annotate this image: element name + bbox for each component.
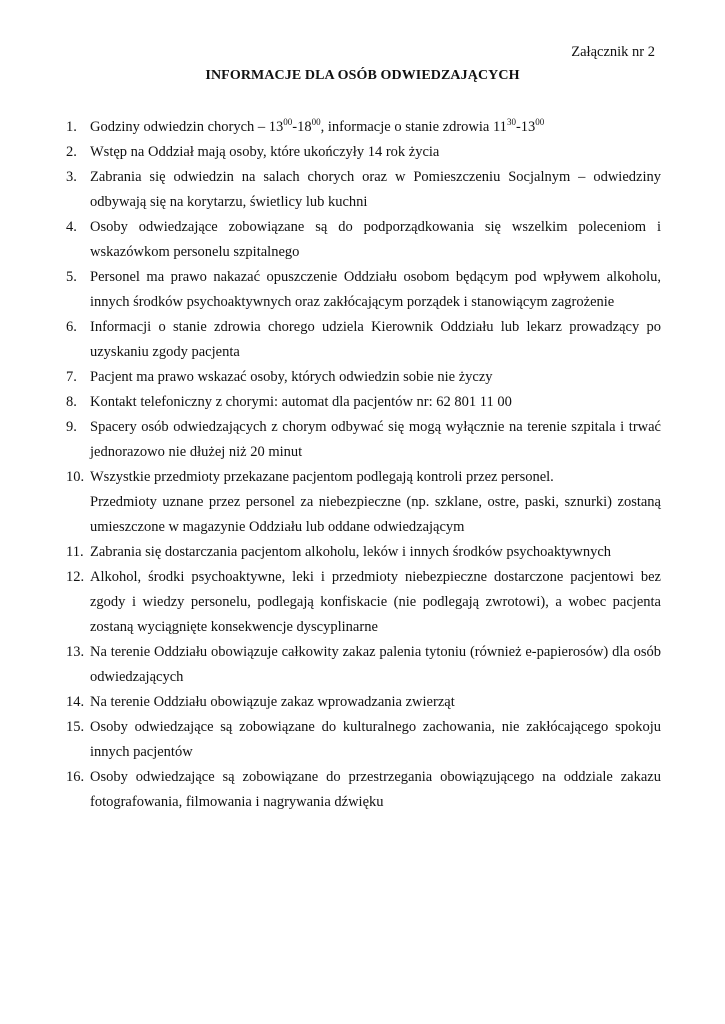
rule-number: 2. <box>66 144 77 160</box>
list-item <box>66 365 661 390</box>
rule-text: Osoby odwiedzające są zobowiązane do kulturalnego zachowania, nie zakłócającego spokoju innych pacjentów <box>90 719 661 760</box>
list-item <box>66 115 661 140</box>
superscript: 30 <box>506 117 516 127</box>
rule-text: Pacjent ma prawo wskazać osoby, których odwiedzin sobie nie życzy <box>90 369 493 385</box>
rule-text: Zabrania się dostarczania pacjentom alkoholu, leków i innych środków psychoaktywnych <box>90 544 612 560</box>
rule-number: 5. <box>66 269 77 285</box>
superscript: 00 <box>283 117 293 127</box>
rule-text: Osoby odwiedzające zobowiązane są do podporządkowania się wszelkim poleceniom i wskazówkom personelu szpitalnego <box>90 219 661 260</box>
rule-number: 14. <box>66 694 85 710</box>
list-item <box>66 465 661 540</box>
rule-number: 1. <box>66 119 77 135</box>
rule-number: 9. <box>66 419 77 435</box>
rule-text: Alkohol, środki psychoaktywne, leki i przedmioty niebezpieczne dostarczone pacjentowi bez zgody i wiedzy personelu, podlegają konfiskacie (nie podlegają zwrotowi), a wobec pacjenta zostaną wyciągnięte konsekwencje dyscyplinarne <box>90 569 661 635</box>
rule-number: 13. <box>66 644 85 660</box>
rule-text <box>90 115 661 140</box>
list-item <box>66 765 661 815</box>
rule-text-sentence: Przedmioty uznane przez personel za niebezpieczne (np. szklane, ostre, paski, sznurki) zostaną umieszczone w magazynie Oddziału lub oddane odwiedzającym <box>90 494 661 535</box>
list-item <box>66 715 661 765</box>
list-item <box>66 140 661 165</box>
rule-number: 11. <box>66 544 84 560</box>
rule-text-segment: -13 <box>515 119 536 135</box>
list-item <box>66 640 661 690</box>
list-item <box>66 540 661 565</box>
rule-text: Spacery osób odwiedzających z chorym odbywać się mogą wyłącznie na terenie szpitala i trwać jednorazowo nie dłużej niż 20 minut <box>90 419 661 460</box>
superscript: 00 <box>535 117 545 127</box>
rule-text-sentence: Wszystkie przedmioty przekazane pacjentom podlegają kontroli przez personel. <box>90 469 554 485</box>
rule-text-segment: Godziny odwiedzin chorych – 13 <box>90 119 284 135</box>
rule-number: 16. <box>66 769 85 785</box>
list-item <box>66 690 661 715</box>
rules-list <box>66 115 661 815</box>
list-item <box>66 415 661 465</box>
rule-text: Na terenie Oddziału obowiązuje zakaz wprowadzania zwierząt <box>90 694 455 710</box>
rule-number: 10. <box>66 469 85 485</box>
rule-number: 3. <box>66 169 77 185</box>
rule-number: 8. <box>66 394 77 410</box>
list-item <box>66 265 661 315</box>
rule-text-segment: -18 <box>292 119 312 135</box>
rule-text-segment: , informacje o stanie zdrowia 11 <box>320 119 507 135</box>
rule-text: Wstęp na Oddział mają osoby, które ukończyły 14 rok życia <box>90 144 440 160</box>
list-item <box>66 315 661 365</box>
rule-number: 4. <box>66 219 77 235</box>
rule-text: Informacji o stanie zdrowia chorego udziela Kierownik Oddziału lub lekarz prowadzący po uzyskaniu zgody pacjenta <box>90 319 661 360</box>
list-item <box>66 390 661 415</box>
rule-number: 6. <box>66 319 77 335</box>
rule-text <box>90 465 661 540</box>
rule-number: 12. <box>66 569 85 585</box>
rule-number: 7. <box>66 369 77 385</box>
list-item <box>66 565 661 640</box>
rule-number: 15. <box>66 719 85 735</box>
superscript: 00 <box>311 117 321 127</box>
rule-text: Osoby odwiedzające są zobowiązane do przestrzegania obowiązującego na oddziale zakazu fotografowania, filmowania i nagrywania dźwięku <box>90 769 661 810</box>
attachment-label: Załącznik nr 2 <box>571 44 655 60</box>
rule-text: Kontakt telefoniczny z chorymi: automat dla pacjentów nr: 62 801 11 00 <box>90 394 512 410</box>
rule-text: Na terenie Oddziału obowiązuje całkowity zakaz palenia tytoniu (również e-papierosów) dla osób odwiedzających <box>90 644 661 685</box>
document-title: INFORMACJE DLA OSÓB ODWIEDZAJĄCYCH <box>205 68 520 83</box>
rule-text: Zabrania się odwiedzin na salach chorych oraz w Pomieszczeniu Socjalnym – odwiedziny odbywają się na korytarzu, świetlicy lub kuchni <box>90 169 661 210</box>
list-item <box>66 165 661 215</box>
list-item <box>66 215 661 265</box>
rule-text: Personel ma prawo nakazać opuszczenie Oddziału osobom będącym pod wpływem alkoholu, innych środków psychoaktywnych oraz zakłócającym porządek i stanowiącym zagrożenie <box>90 269 661 310</box>
